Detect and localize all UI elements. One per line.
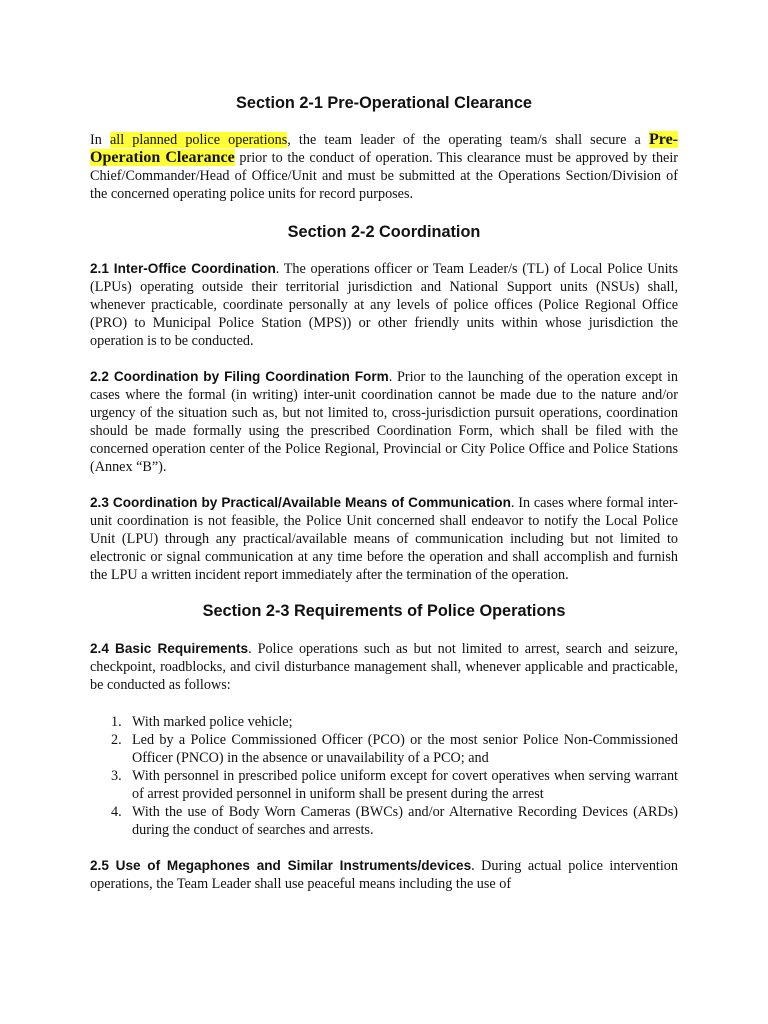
- highlighted-phrase: all planned police operations: [109, 132, 288, 148]
- item-2-2-title: 2.2 Coordination by Filing Coordination Form: [90, 369, 389, 384]
- para-lead: In: [90, 132, 110, 148]
- para-tail: prior to the conduct of operation. This clearance must be approved by their Chief/Commander/Head of Office/Unit and must be submitted at the Operations Section/Division of the concerned operating police units for record purposes.: [90, 150, 679, 202]
- list-item: [111, 767, 678, 803]
- item-2-5-title: 2.5 Use of Megaphones and Similar Instruments/devices: [90, 858, 472, 873]
- item-2-4-body: . Police operations such as but not limited to arrest, search and seizure, checkpoint, roadblocks, and civil disturbance management shall, whenever applicable and practicable, be conducted as follows:: [90, 641, 678, 693]
- list-item-number: 1.: [111, 714, 122, 730]
- item-2-2-paragraph: [90, 368, 678, 476]
- section-2-3-heading: Section 2-3 Requirements of Police Operations: [202, 602, 566, 620]
- item-2-5-paragraph: [90, 857, 678, 893]
- list-item: [111, 803, 678, 839]
- section-2-2-heading: Section 2-2 Coordination: [287, 223, 481, 241]
- requirements-list: [111, 713, 678, 839]
- list-item: [111, 731, 678, 767]
- item-2-3-title: 2.3 Coordination by Practical/Available Means of Communication: [90, 495, 511, 510]
- list-item-text: With personnel in prescribed police uniform except for covert operatives when serving warrant of arrest provided personnel in uniform shall be present during the arrest: [132, 768, 678, 802]
- list-item-text: With marked police vehicle;: [132, 714, 293, 730]
- list-item-number: 3.: [111, 768, 122, 784]
- list-item-text: Led by a Police Commissioned Officer (PCO) or the most senior Police Non-Commissioned Officer (PNCO) in the absence or unavailability of a PCO; and: [132, 732, 678, 766]
- item-2-1-body: . The operations officer or Team Leader/s (TL) of Local Police Units (LPUs) operating outside their territorial jurisdiction and National Support units (NSUs) shall, whenever practicable, coordinate personally at any levels of police offices (Police Regional Office (PRO) to Municipal Police Station (MPS)) or other friendly units within whose jurisdiction the operation is to be conducted.: [90, 261, 679, 349]
- list-item-number: 2.: [111, 732, 122, 748]
- item-2-3-body: . In cases where formal inter-unit coordination is not feasible, the Police Unit concerned shall endeavor to notify the Local Police Unit (LPU) through any practical/available means of communication including but not limited to electronic or signal communication at any time before the operation and shall accomplish and furnish the LPU a written incident report immediately after the termination of the operation.: [90, 495, 679, 583]
- list-item-text: With the use of Body Worn Cameras (BWCs) and/or Alternative Recording Devices (ARDs) during the conduct of searches and arrests.: [132, 804, 678, 838]
- item-2-2-body: . Prior to the launching of the operation except in cases where the formal (in writing) inter-unit coordination cannot be made due to the nature and/or urgency of the situation such as, but not limited to, cross-jurisdiction pursuit operations, coordination should be made formally using the prescribed Coordination Form, which shall be filed with the concerned operation center of the Police Regional, Provincial or City Police Office and Police Stations (Annex “B”).: [90, 369, 678, 475]
- item-2-5-body: . During actual police intervention operations, the Team Leader shall use peaceful means including the use of: [90, 858, 678, 892]
- item-2-1-paragraph: [90, 260, 678, 350]
- para-mid: , the team leader of the operating team/s shall secure a: [287, 132, 649, 148]
- list-item-number: 4.: [111, 804, 122, 820]
- list-item: [111, 713, 678, 731]
- item-2-4-title: 2.4 Basic Requirements: [90, 641, 249, 656]
- document-page: [90, 0, 678, 893]
- item-2-4-paragraph: [90, 640, 678, 694]
- section-2-1-paragraph: [90, 131, 678, 203]
- item-2-1-title: 2.1 Inter-Office Coordination: [90, 261, 276, 276]
- item-2-3-paragraph: [90, 494, 678, 584]
- highlighted-term: Pre-Operation Clearance: [90, 131, 678, 166]
- section-2-1-heading: Section 2-1 Pre-Operational Clearance: [236, 94, 532, 112]
